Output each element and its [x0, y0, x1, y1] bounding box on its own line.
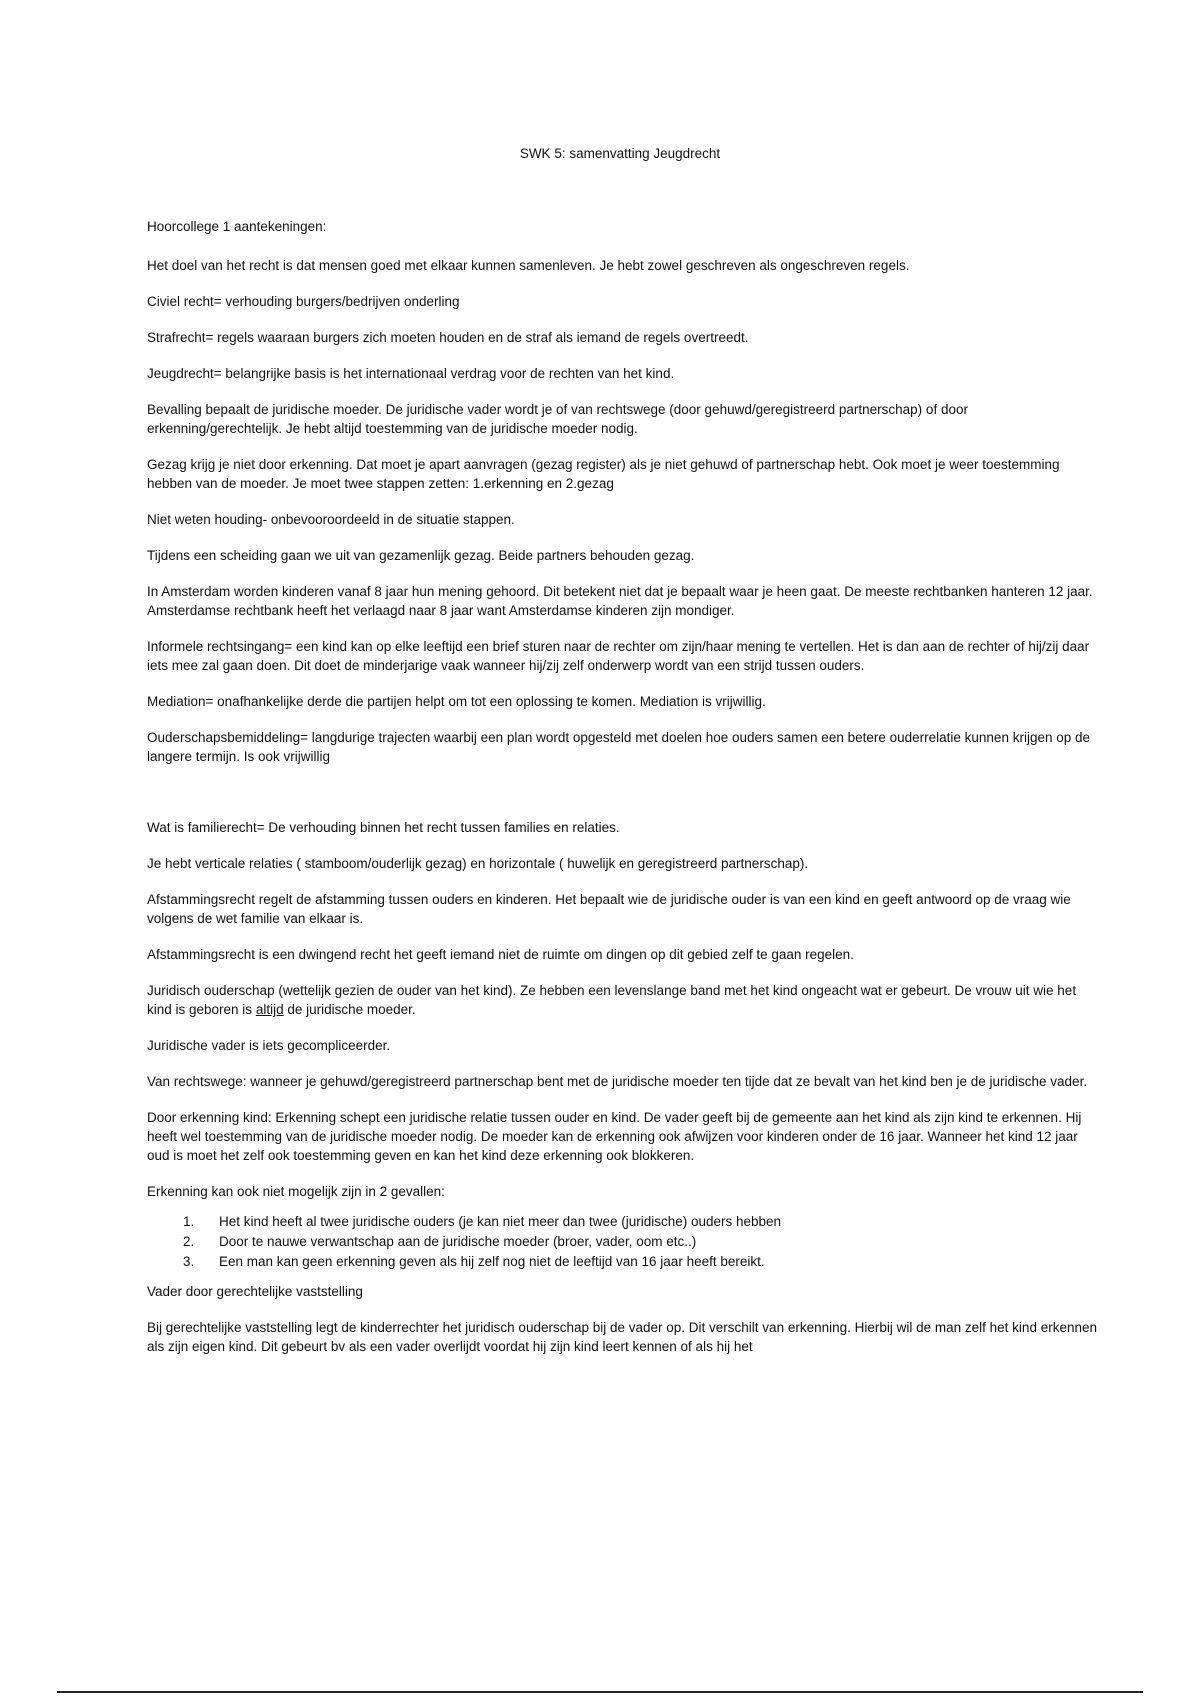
bottom-divider [57, 1691, 1143, 1693]
paragraph: Bevalling bepaalt de juridische moeder. De juridische vader wordt je of van rechtswege (door gehuwd/geregistreerd partnerschap) of door erkenning/gerechtelijk. Je hebt altijd toestemming van de juridische moeder nodig. [147, 402, 968, 436]
paragraph: Civiel recht= verhouding burgers/bedrijven onderling [147, 294, 460, 309]
paragraph-group-2 [147, 818, 1097, 1201]
numbered-list [147, 1212, 1097, 1272]
paragraph: Mediation= onafhankelijke derde die partijen helpt om tot een oplossing te komen. Mediation is vrijwillig. [147, 694, 766, 709]
paragraph: Tijdens een scheiding gaan we uit van gezamenlijk gezag. Beide partners behouden gezag. [147, 548, 695, 563]
paragraph: Strafrecht= regels waaraan burgers zich moeten houden en de straf als iemand de regels overtreedt. [147, 330, 749, 345]
paragraph: Door erkenning kind: Erkenning schept een juridische relatie tussen ouder en kind. De vader geeft bij de gemeente aan het kind als zijn kind te erkennen. Hij heeft wel toestemming van de juridische moeder nodig. De moeder kan de erkenning ook afwijzen voor kinderen onder de 16 jaar. Wanneer het kind 12 jaar oud is moet het zelf ook toestemming geven en kan het kind deze erkenning ook blokkeren. [147, 1110, 1082, 1163]
text-run: de juridische moeder. [283, 1002, 416, 1017]
paragraph: Afstammingsrecht is een dwingend recht het geeft iemand niet de ruimte om dingen op dit gebied zelf te gaan regelen. [147, 947, 854, 962]
paragraph: In Amsterdam worden kinderen vanaf 8 jaar hun mening gehoord. Dit betekent niet dat je bepaalt waar je heen gaat. De meeste rechtbanken hanteren 12 jaar. Amsterdamse rechtbank heeft het verlaagd naar 8 jaar want Amsterdamse kinderen zijn mondiger. [147, 584, 1093, 618]
list-number: 3. [183, 1254, 195, 1269]
list-number: 2. [183, 1234, 195, 1249]
paragraph: Van rechtswege: wanneer je gehuwd/geregistreerd partnerschap bent met de juridische moeder ten tijde dat ze bevalt van het kind ben je de juridische vader. [147, 1074, 1088, 1089]
paragraph-ouderschap [147, 981, 1097, 1019]
paragraph: Juridische vader is iets gecompliceerder. [147, 1038, 391, 1053]
paragraph: Afstammingsrecht regelt de afstamming tussen ouders en kinderen. Het bepaalt wie de juridische ouder is van een kind en geeft antwoord op de vraag wie volgens de wet familie van elkaar is. [147, 892, 1071, 926]
paragraph-group-3 [147, 1282, 1097, 1356]
list-item [147, 1232, 1097, 1252]
paragraph: Je hebt verticale relaties ( stamboom/ouderlijk gezag) en horizontale ( huwelijk en geregistreerd partnerschap). [147, 856, 809, 871]
paragraph: Erkenning kan ook niet mogelijk zijn in 2 gevallen: [147, 1184, 445, 1199]
paragraph: Gezag krijg je niet door erkenning. Dat moet je apart aanvragen (gezag register) als je niet gehuwd of partnerschap hebt. Ook moet je weer toestemming hebben van de moeder. Je moet twee stappen zetten: 1.erkenning en 2.gezag [147, 457, 1060, 491]
section-heading: Hoorcollege 1 aantekeningen: [147, 219, 327, 234]
list-text: Het kind heeft al twee juridische ouders (je kan niet meer dan twee (juridische) ouders hebben [219, 1214, 782, 1229]
list-text: Een man kan geen erkenning geven als hij zelf nog niet de leeftijd van 16 jaar heeft bereikt. [219, 1254, 765, 1269]
text-run: Juridisch ouderschap (wettelijk gezien de ouder van het kind). Ze hebben een levenslange band met het kind ongeacht wat er gebeurt. De vrouw uit wie het kind is geboren is [147, 983, 1077, 1017]
paragraph: Informele rechtsingang= een kind kan op elke leeftijd een brief sturen naar de rechter om zijn/haar mening te vertellen. Het is dan aan de rechter of hij/zij daar iets mee zal gaan doen. Dit doet de minderjarige vaak wanneer hij/zij zelf onderwerp wordt van een strijd tussen ouders. [147, 639, 1090, 673]
list-item [147, 1252, 1097, 1272]
document-body [147, 217, 1097, 1373]
paragraph: Bij gerechtelijke vaststelling legt de kinderrechter het juridisch ouderschap bij de vader op. Dit verschilt van erkenning. Hierbij wil de man zelf het kind erkennen als zijn eigen kind. Dit gebeurt bv als een vader overlijdt voordat hij zijn kind leert kennen of als hij het [147, 1320, 1097, 1354]
paragraph: Jeugdrecht= belangrijke basis is het internationaal verdrag voor de rechten van het kind. [147, 366, 675, 381]
paragraph-group-1 [147, 256, 1097, 766]
paragraph: Niet weten houding- onbevooroordeeld in de situatie stappen. [147, 512, 515, 527]
list-number: 1. [183, 1214, 195, 1229]
underlined-word: altijd [255, 1002, 284, 1017]
paragraph: Wat is familierecht= De verhouding binnen het recht tussen families en relaties. [147, 820, 620, 835]
paragraph: Ouderschapsbemiddeling= langdurige trajecten waarbij een plan wordt opgesteld met doelen hoe ouders samen een betere ouderrelatie kunnen krijgen op de langere termijn. Is ook vrijwillig [147, 730, 1091, 764]
list-text: Door te nauwe verwantschap aan de juridische moeder (broer, vader, oom etc..) [219, 1234, 697, 1249]
list-item [147, 1212, 1097, 1232]
paragraph: Vader door gerechtelijke vaststelling [147, 1284, 363, 1299]
document-title: SWK 5: samenvatting Jeugdrecht [519, 146, 721, 161]
paragraph: Het doel van het recht is dat mensen goed met elkaar kunnen samenleven. Je hebt zowel geschreven als ongeschreven regels. [147, 258, 910, 273]
